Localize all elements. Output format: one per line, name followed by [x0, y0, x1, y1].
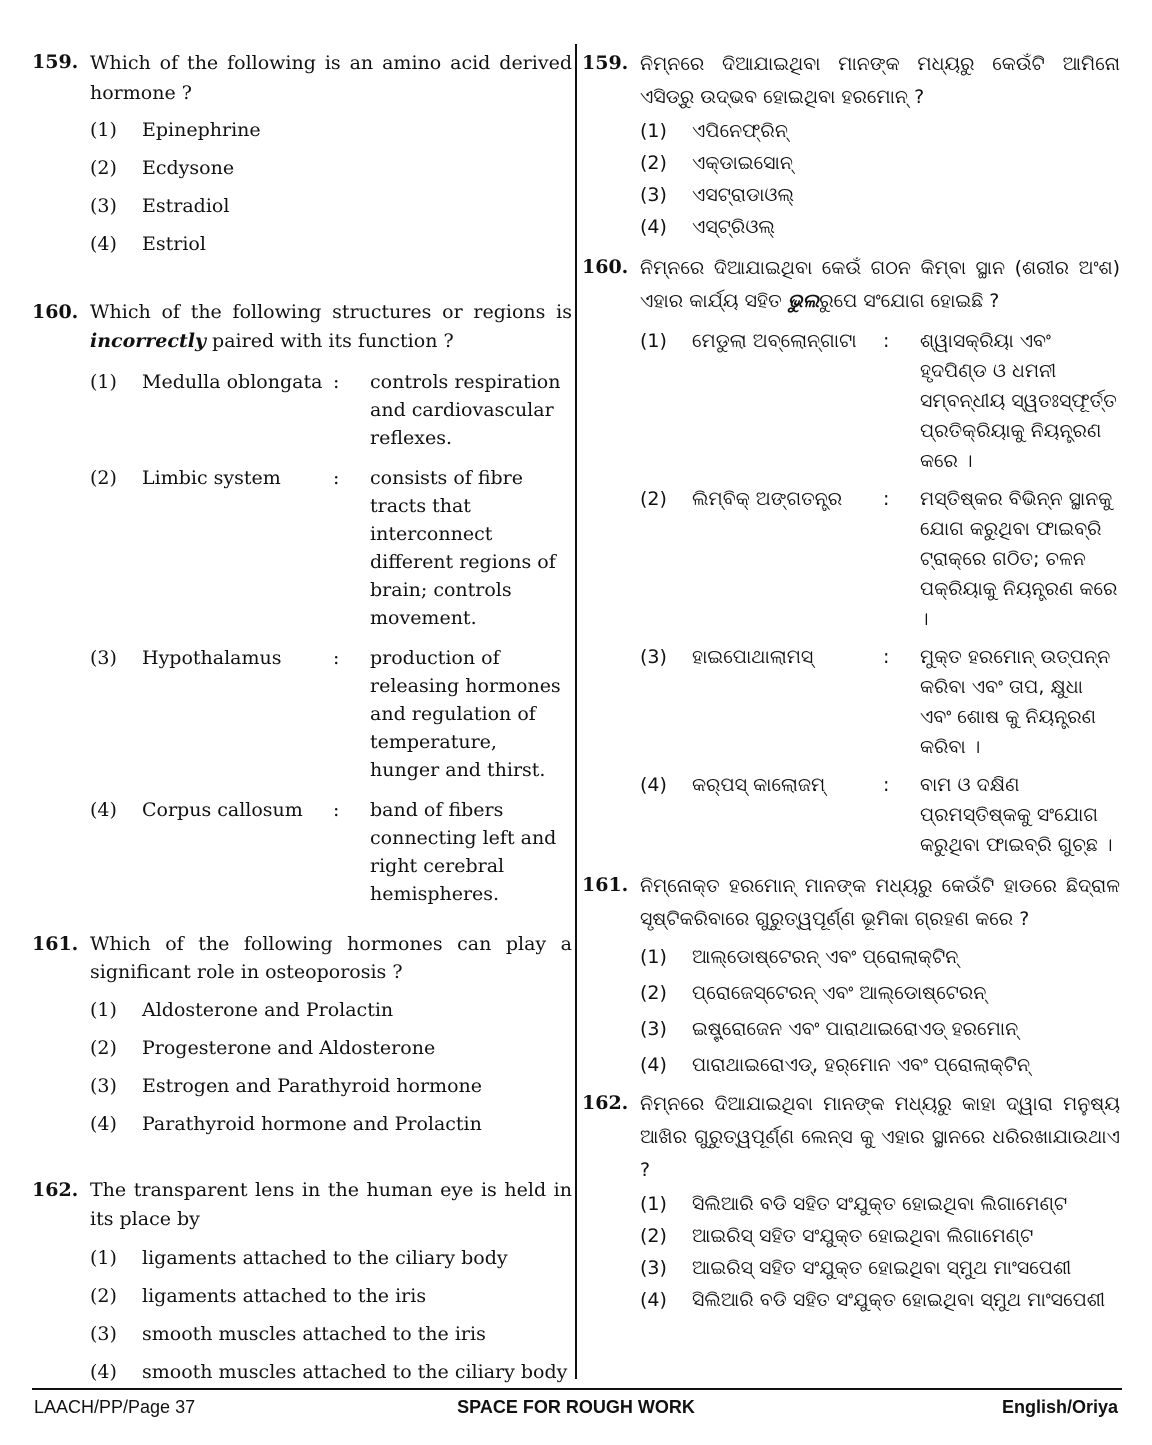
question-162-en — [32, 1176, 572, 1386]
english-column — [32, 44, 572, 1386]
question-159-or — [582, 48, 1120, 242]
match-row: (3) ହାଇପୋଥାଲାମସ୍ : ମୁକ୍ତ ହରମୋନ୍ ଉତ୍ପନ୍ନ କରିବା ଏବଂ ତାପ, କ୍ଷୁଧା ଏବଂ ଶୋଷ କୁ ନିୟନ୍ତ୍ରଣ କରିବା । — [640, 646, 1111, 758]
match-row: (4) Corpus callosum : band of fibers connecting left and right cerebral hemispheres. — [90, 799, 557, 905]
option: (1) Aldosterone and Prolactin — [90, 999, 394, 1021]
question-number: 159. — [582, 52, 629, 74]
column-divider — [575, 44, 577, 1379]
question-160-en — [32, 298, 572, 908]
question-text: Which of the following hormones can play a significant role in osteoporosis ? — [90, 933, 572, 983]
option: (3) ଇଷ୍ଟ୍ରୋଜେନ ଏବଂ ପାରାଥାଇରୋଏଡ୍ ହରମୋନ୍ — [640, 1018, 1019, 1040]
match-row: (3) Hypothalamus : production of releasing hormones and regulation of temperature, hunger and thirst. — [90, 647, 561, 781]
option: (1) ଆଲ୍‌ଡୋଷ୍ଟେରନ୍ ଏବଂ ପ୍ରୋଲାକ୍‌ଟିନ୍ — [640, 946, 959, 968]
footer-rule — [32, 1388, 1122, 1390]
option: (4) smooth muscles attached to the ciliary body — [90, 1361, 568, 1383]
question-text: Which of the following is an amino acid derived hormone ? — [90, 52, 572, 104]
option: (1) Epinephrine — [90, 119, 261, 141]
option: (4) Parathyroid hormone and Prolactin — [90, 1113, 482, 1135]
rough-work-label: SPACE FOR ROUGH WORK — [457, 1397, 695, 1417]
question-text: The transparent lens in the human eye is held in its place by — [90, 1179, 572, 1230]
question-number: 162. — [32, 1179, 79, 1201]
option: (1) ସିଲିଆରି ବଡି ସହିତ ସଂଯୁକ୍ତ ହୋଇଥିବା ଲିଗାମେଣ୍ଟ — [640, 1193, 1068, 1215]
question-number: 159. — [32, 51, 79, 73]
question-text: ନିମ୍ନରେ ଦିଆଯାଇଥିବା କେଉଁ ଗଠନ କିମ୍ବା ସ୍ଥାନ (ଶରୀର ଅଂଶ) ଏହାର କାର୍ଯ୍ୟ ସହିତ ଭୁଲରୁପେ ସଂଯୋଗ ହୋଇଛି ? — [640, 257, 1120, 312]
match-row: (1) Medulla oblongata : controls respiration and cardiovascular reflexes. — [90, 371, 561, 449]
match-row: (1) ମେଡୁଲା ଅବ୍‌ଲୋନ୍‌ଗାଟା : ଶ୍ୱାସକ୍ରିୟା ଏବଂ ହୃଦପିଣ୍ଡ ଓ ଧମନୀ ସମ୍ବନ୍ଧୀୟ ସ୍ୱତଃସ୍ଫୂର୍ତ୍ତ ପ୍ରତିକ୍ରିୟାକୁ ନିୟନ୍ତ୍ରଣ କରେ । — [640, 330, 1117, 472]
option: (3) ଆଇରିସ୍ ସହିତ ସଂଯୁକ୍ତ ହୋଇଥିବା ସ୍ମୁଥ ମାଂସପେଶୀ — [640, 1257, 1072, 1279]
question-160-or — [582, 252, 1120, 860]
question-161-or — [582, 870, 1120, 1080]
option: (2) Ecdysone — [90, 157, 235, 179]
question-number: 161. — [32, 933, 79, 955]
match-row: (4) କର୍‌ପସ୍ କାଲୋଜମ୍ : ବାମ ଓ ଦକ୍ଷିଣ ପ୍ରମସ୍ତିଷ୍କକୁ ସଂଯୋଗ କରୁଥିବା ଫାଇବ୍ରି ଗୁଚ୍ଛ । — [640, 774, 1113, 856]
option: (2) ପ୍ରୋଜେସ୍‌ଟେରନ୍ ଏବଂ ଆଲ୍‌ଡୋଷ୍ଟେରନ୍ — [640, 982, 987, 1004]
page-code: LAACH/PP/Page 37 — [34, 1397, 196, 1417]
option: (3) Estradiol — [90, 195, 230, 217]
option: (4) Estriol — [90, 233, 206, 255]
question-number: 160. — [32, 301, 79, 323]
question-text: ନିମ୍ନୋକ୍ତ ହରମୋନ୍ ମାନଙ୍କ ମଧ୍ୟରୁ କେଉଁଟି ହାଡରେ ଛିଦ୍ରାଳ ସୃଷ୍ଟିକରିବାରେ ଗୁରୁତ୍ୱପୂର୍ଣ୍ଣ ଭୂମିକା ଗ୍ରହଣ କରେ ? — [640, 875, 1120, 930]
question-text: ନିମ୍ନରେ ଦିଆଯାଇଥିବା ମାନଙ୍କ ମଧ୍ୟରୁ କେଉଁଟି ଆମିନୋ ଏସିଡ୍‌ରୁ ଉଦ୍ଭବ ହୋଇଥିବା ହରମୋନ୍ ? — [640, 53, 1120, 108]
match-row: (2) Limbic system : consists of fibre tracts that interconnect different regions of brain; controls movement. — [90, 467, 556, 629]
option: (4) ପାରାଥାଇରୋଏଡ୍, ହର୍‌ମୋନ ଏବଂ ପ୍ରୋଲାକ୍‌ଟିନ୍ — [640, 1054, 1031, 1076]
match-row: (2) ଲିମ୍ବିକ୍ ଅଙ୍ଗତନ୍ତ୍ର : ମସ୍ତିଷ୍କର ବିଭିନ୍ନ ସ୍ଥାନକୁ ଯୋଗ କରୁଥିବା ଫାଇବ୍ରି ଟ୍ରାକ୍‌ରେ ଗଠିତ; ଚଳନ ପକ୍ରିୟାକୁ ନିୟନ୍ତ୍ରଣ କରେ । — [640, 488, 1118, 630]
question-text: ନିମ୍ନରେ ଦିଆଯାଇଥିବା ମାନଙ୍କ ମଧ୍ୟରୁ କାହା ଦ୍ୱାରା ମନୁଷ୍ୟ ଆଖିର ଗୁରୁତ୍ୱପୂର୍ଣ୍ଣ ଲେନ୍‌ସ କୁ ଏହାର ସ୍ଥାନରେ ଧରିରଖାଯାଉଥାଏ ? — [640, 1093, 1120, 1181]
oriya-column — [582, 44, 1120, 1315]
option: (2) Progesterone and Aldosterone — [90, 1037, 436, 1059]
option: (3) smooth muscles attached to the iris — [90, 1323, 486, 1345]
question-162-or — [582, 1088, 1120, 1315]
question-161-en — [32, 930, 572, 1138]
option: (2) ligaments attached to the iris — [90, 1285, 427, 1307]
option: (1) ligaments attached to the ciliary body — [90, 1247, 508, 1269]
question-159-en — [32, 48, 572, 258]
option: (3) Estrogen and Parathyroid hormone — [90, 1075, 482, 1097]
option: (1) ଏପିନେଫ୍ରିନ୍ — [640, 120, 788, 142]
option: (3) ଏସଟ୍ରାଡାଓଲ୍ — [640, 184, 795, 206]
language-label: English/Oriya — [1001, 1397, 1118, 1417]
option: (2) ଏକ୍‌ଡାଇସୋନ୍ — [640, 152, 793, 174]
option: (2) ଆଇରିସ୍ ସହିତ ସଂଯୁକ୍ତ ହୋଇଥିବା ଲିଗାମେଣ୍ଟ — [640, 1225, 1034, 1247]
question-number: 160. — [582, 256, 629, 278]
option: (4) ଏସ୍‌ଟ୍ରିଓଲ୍ — [640, 216, 775, 238]
question-number: 162. — [582, 1092, 629, 1114]
question-number: 161. — [582, 874, 629, 896]
question-text: Which of the following structures or regions is incorrectly paired with its function ? — [90, 301, 572, 352]
option: (4) ସିଲିଆରି ବଡି ସହିତ ସଂଯୁକ୍ତ ହୋଇଥିବା ସ୍ମୁଥ ମାଂସପେଶୀ — [640, 1289, 1106, 1311]
